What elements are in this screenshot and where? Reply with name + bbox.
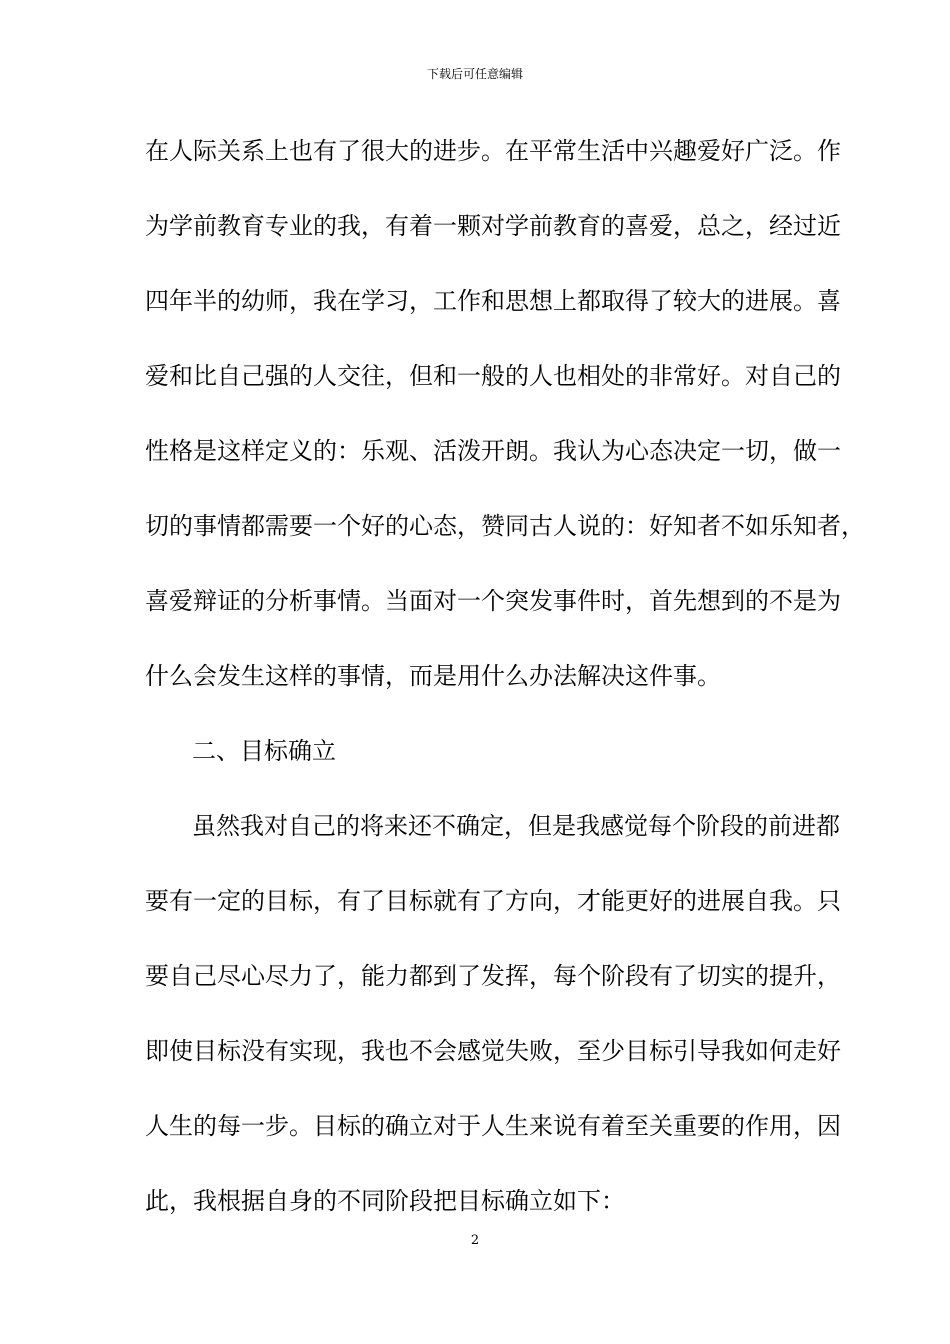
- body-line-11: 要有一定的目标，有了目标就有了方向，才能更好的进展自我。只: [145, 887, 841, 915]
- body-line-3: 四年半的幼师，我在学习，工作和思想上都取得了较大的进展。喜: [145, 287, 841, 315]
- body-line-14: 人生的每一步。目标的确立对于人生来说有着至关重要的作用，因: [145, 1112, 841, 1140]
- body-line-4: 爱和比自己强的人交往，但和一般的人也相处的非常好。对自己的: [145, 362, 841, 390]
- page-number: 2: [470, 1233, 480, 1248]
- body-line-13: 即使目标没有实现，我也不会感觉失败，至少目标引导我如何走好: [145, 1037, 841, 1065]
- body-line-10: 虽然我对自己的将来还不确定，但是我感觉每个阶段的前进都: [192, 812, 840, 840]
- section-heading: 二、目标确立: [192, 737, 336, 765]
- body-line-6: 切的事情都需要一个好的心态，赞同古人说的：好知者不如乐知者，: [145, 512, 865, 540]
- body-line-15: 此，我根据自身的不同阶段把目标确立如下：: [145, 1187, 625, 1215]
- body-line-8: 什么会发生这样的事情，而是用什么办法解决这件事。: [145, 662, 721, 690]
- body-line-1: 在人际关系上也有了很大的进步。在平常生活中兴趣爱好广泛。作: [145, 137, 841, 165]
- page-header: 下载后可任意编辑: [426, 67, 523, 81]
- body-line-2: 为学前教育专业的我，有着一颗对学前教育的喜爱，总之，经过近: [145, 212, 841, 240]
- body-line-5: 性格是这样定义的：乐观、活泼开朗。我认为心态决定一切，做一: [145, 437, 841, 465]
- body-line-7: 喜爱辩证的分析事情。当面对一个突发事件时，首先想到的不是为: [145, 587, 841, 615]
- body-line-12: 要自己尽心尽力了，能力都到了发挥，每个阶段有了切实的提升，: [145, 962, 841, 990]
